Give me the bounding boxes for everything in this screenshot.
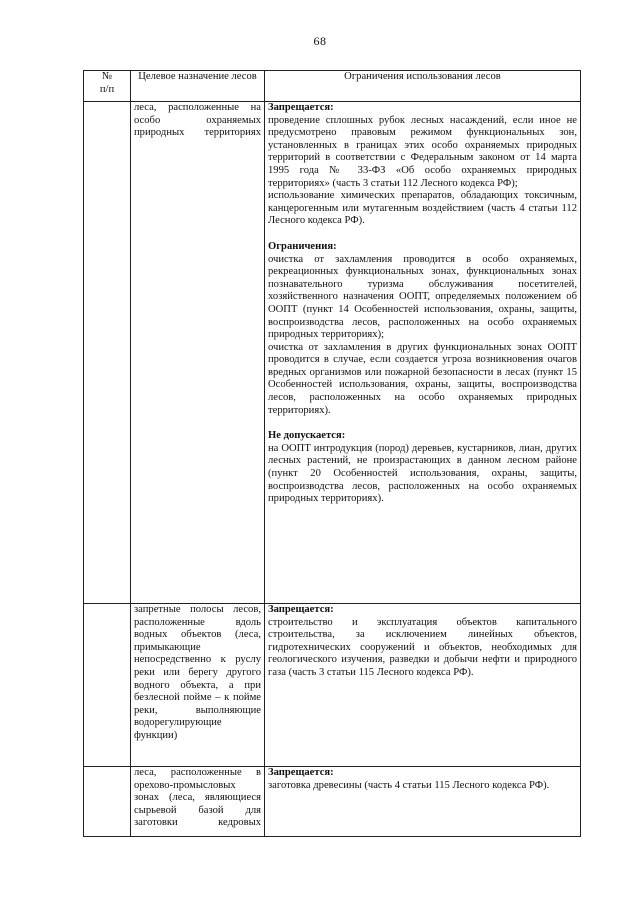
- block-title: Запрещается:: [268, 767, 334, 778]
- page-number: 68: [313, 34, 327, 48]
- paragraph: очистка от захламления проводится в особо охраняемых, рекреационных функциональных зонах, функциональных зонах познавательного туризма обслуживания посетителей, хозяйственного назначения ООПТ, определяемых положением об ООПТ (пункт 14 Особенностей использования, охраны, защиты, воспроизводства лесов, расположенных на особо охраняемых природных территориях);: [268, 253, 577, 341]
- paragraph: строительство и эксплуатация объектов капитального строительства, за исключением линейных объектов, гидротехнических сооружений и объектов, необходимых для геологического изучения, разведки и добычи нефти и природного газа (часть 3 статьи 115 Лесного кодекса РФ).: [268, 616, 577, 678]
- block-title: Запрещается:: [268, 604, 334, 615]
- paragraph: очистка от захламления в других функциональных зонах ООПТ проводится в случае, если создается угроза возникновения очагов вредных организмов или пожарной безопасности в лесах (пункт 15 Особенностей использования, охраны, защиты, воспроизводства лесов, расположенных на особо охраняемых природных территориях).: [268, 341, 577, 416]
- block-title: Ограничения:: [268, 240, 337, 252]
- purpose-cell: запретные полосы лесов, расположенные вдоль водных объектов (леса, примыкающие непосредственно к руслу реки или берегу другого водного объекта, а при безлесной пойме – к пойме реки, выполняющие водорегулирующие функции): [131, 604, 265, 767]
- restrictions-cell: [265, 767, 581, 837]
- block-title: Запрещается:: [268, 102, 334, 113]
- restrictions-cell: [265, 604, 581, 767]
- header-num: № п/п: [84, 71, 131, 102]
- header-restrictions: Ограничения использования лесов: [265, 71, 581, 102]
- header-purpose: Целевое назначение лесов: [131, 71, 265, 102]
- table-row: [84, 767, 581, 837]
- table-header-row: [84, 71, 581, 102]
- block-title: Не допускается:: [268, 430, 346, 442]
- paragraph: использование химических препаратов, обладающих токсичным, канцерогенным или мутагенным воздействием (часть 4 статьи 112 Лесного кодекса РФ).: [268, 190, 577, 227]
- purpose-cell: леса, расположенные на особо охраняемых природных территориях: [131, 102, 265, 604]
- row-num-cell: [84, 102, 131, 604]
- row-num-cell: [84, 767, 131, 837]
- paragraph: заготовка древесины (часть 4 статьи 115 Лесного кодекса РФ).: [268, 779, 550, 791]
- restrictions-cell: [265, 102, 581, 604]
- paragraph: проведение сплошных рубок лесных насаждений, если иное не предусмотрено правовым режимом функциональных зон, установленных в границах этих особо охраняемых природных территорий в соответствии с Федеральным законом от 14 марта 1995 года № 33-ФЗ «Об особо охраняемых природных территориях» (часть 3 статьи 112 Лесного кодекса РФ);: [268, 114, 577, 189]
- restrictions-table: [83, 70, 581, 837]
- table-row: [84, 604, 581, 767]
- purpose-cell: леса, расположенные в орехово-промысловых зонах (леса, являющиеся сырьевой базой для заготовки кедровых: [131, 767, 265, 837]
- row-num-cell: [84, 604, 131, 767]
- table-row: [84, 102, 581, 604]
- paragraph: на ООПТ интродукция (пород) деревьев, кустарников, лиан, других лесных растений, не произрастающих в данном лесном районе (пункт 20 Особенностей использования, охраны, защиты, воспроизводства лесов, расположенных на особо охраняемых природных территориях).: [268, 442, 577, 505]
